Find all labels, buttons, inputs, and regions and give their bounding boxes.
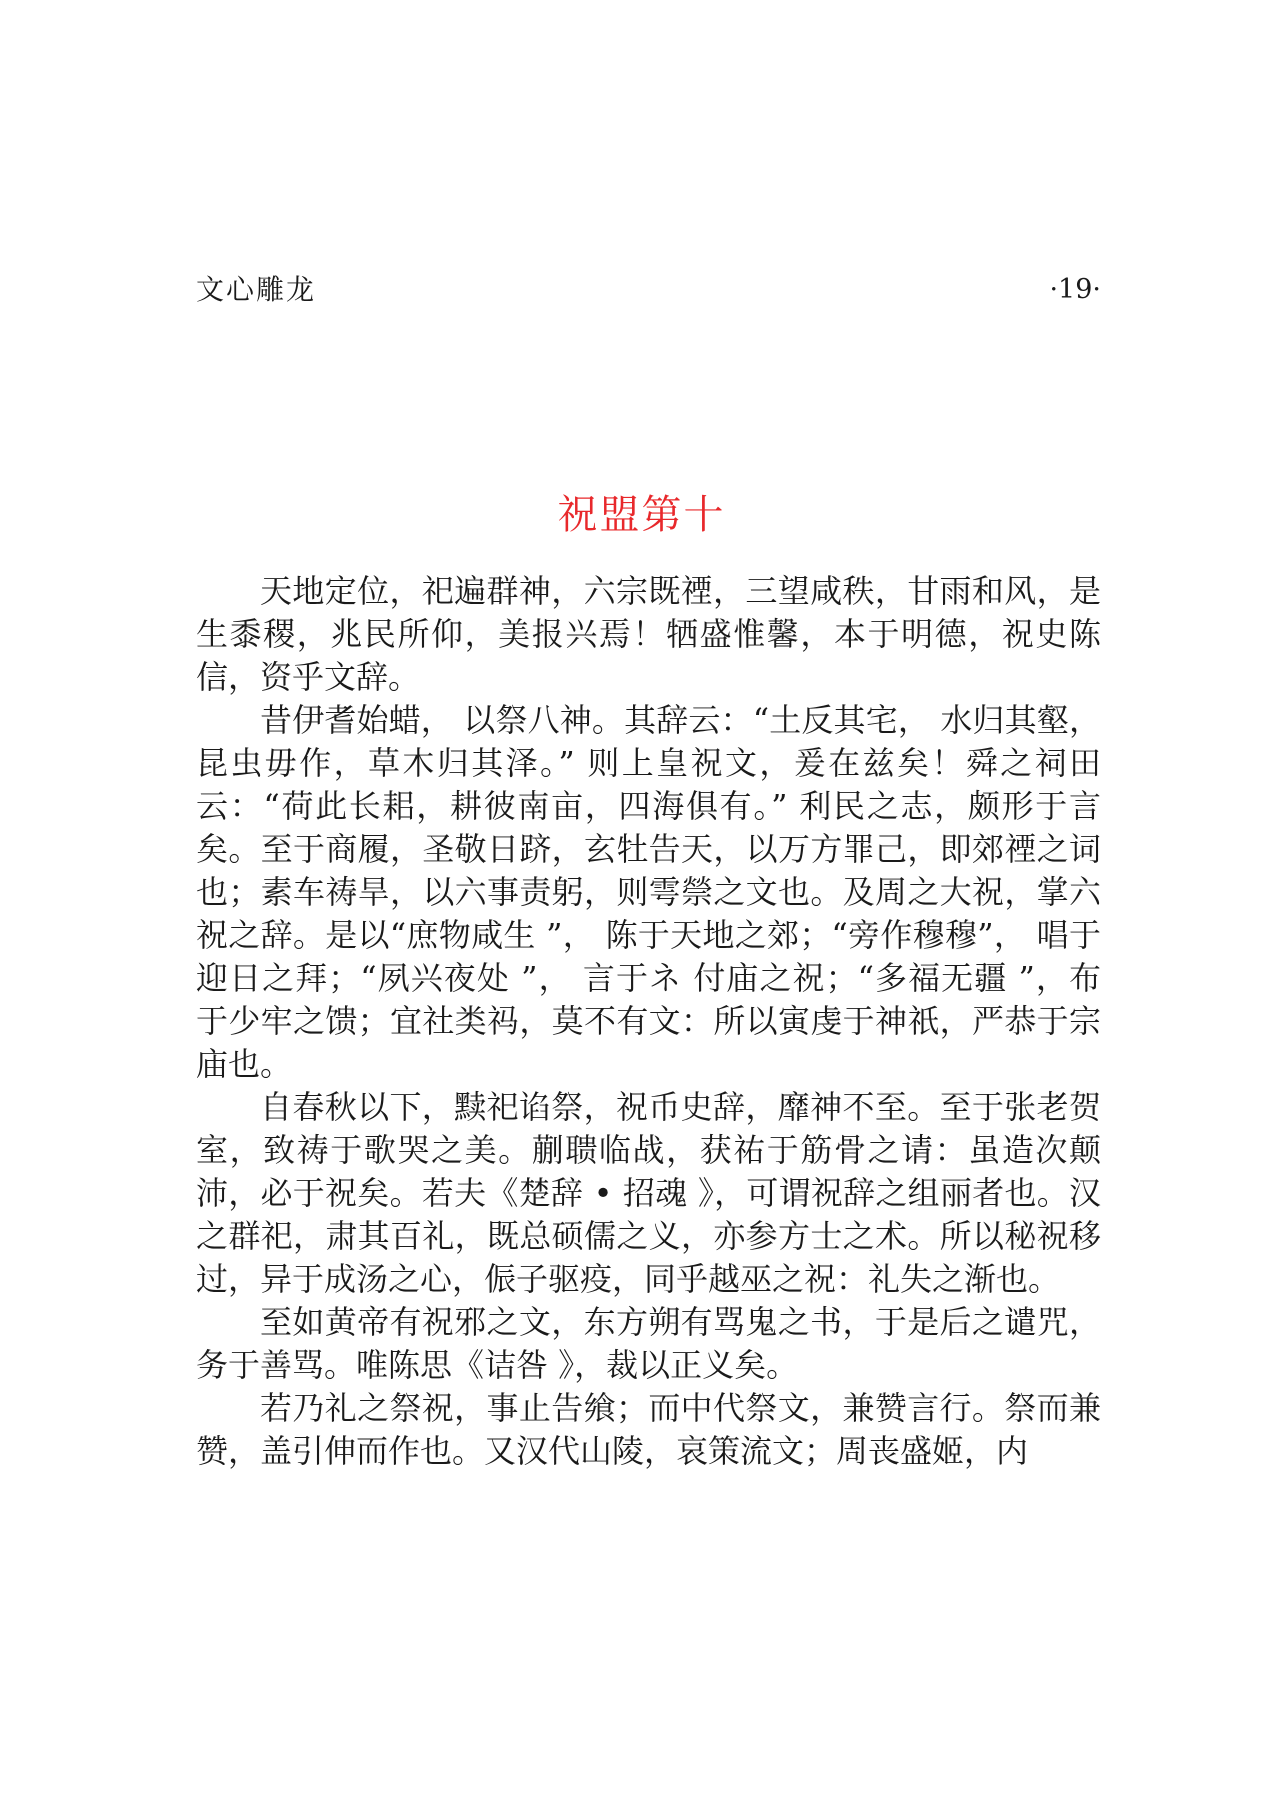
- page-number: ·19·: [1049, 274, 1101, 305]
- paragraph: 昔伊耆始蜡， 以祭八神。其辞云：“土反其宅， 水归其壑，昆虫毋作，草木归其泽。” 则上皇祝文，爰在兹矣！舜之祠田云：“荷此长耜，耕彼南亩，四海俱有。” 利民之志，颇形于言矣。至于商履，圣敬日跻，玄牡告天，以万方罪己，即郊禋之词也；素车祷旱，以六事责躬，则雩禜之文也。及周之大祝，掌六祝之辞。是以“庶物咸生 ”， 陈于天地之郊；“旁作穆穆”， 唱于迎日之拜；“夙兴夜处 ”， 言于ネ 付庙之祝；“多福无疆 ”，布于少牢之馈；宜社类祃，莫不有文：所以寅虔于神祇，严恭于宗庙也。: [196, 701, 1101, 1083]
- paragraph: 天地定位，祀遍群神，六宗既禋，三望咸秩，甘雨和风，是生黍稷，兆民所仰，美报兴焉！牺盛惟馨，本于明德，祝史陈信，资乎文辞。: [196, 572, 1101, 696]
- book-title: 文心雕龙: [196, 273, 317, 306]
- paragraph: 自春秋以下，黩祀谄祭，祝币史辞，靡神不至。至于张老贺室，致祷于歌哭之美。蒯聩临战，获祐于筋骨之请：虽造次颠沛，必于祝矣。若夫《楚辞 • 招魂 》，可谓祝辞之组丽者也。汉之群祀，肃其百礼，既总硕儒之义，亦参方士之术。所以秘祝移过，异于成汤之心，侲子驱疫，同乎越巫之祝：礼失之渐也。: [196, 1088, 1101, 1298]
- paragraph: 至如黄帝有祝邪之文，东方朔有骂鬼之书，于是后之谴咒，务于善骂。唯陈思《诘咎 》，裁以正义矣。: [196, 1303, 1101, 1384]
- chapter-title: 祝盟第十: [557, 491, 726, 538]
- paragraph: 若乃礼之祭祝，事止告飨；而中代祭文，兼赞言行。祭而兼赞，盖引伸而作也。又汉代山陵，哀策流文；周丧盛姬，内: [196, 1389, 1101, 1470]
- body-text: [196, 570, 1101, 1473]
- running-header: [196, 270, 1101, 310]
